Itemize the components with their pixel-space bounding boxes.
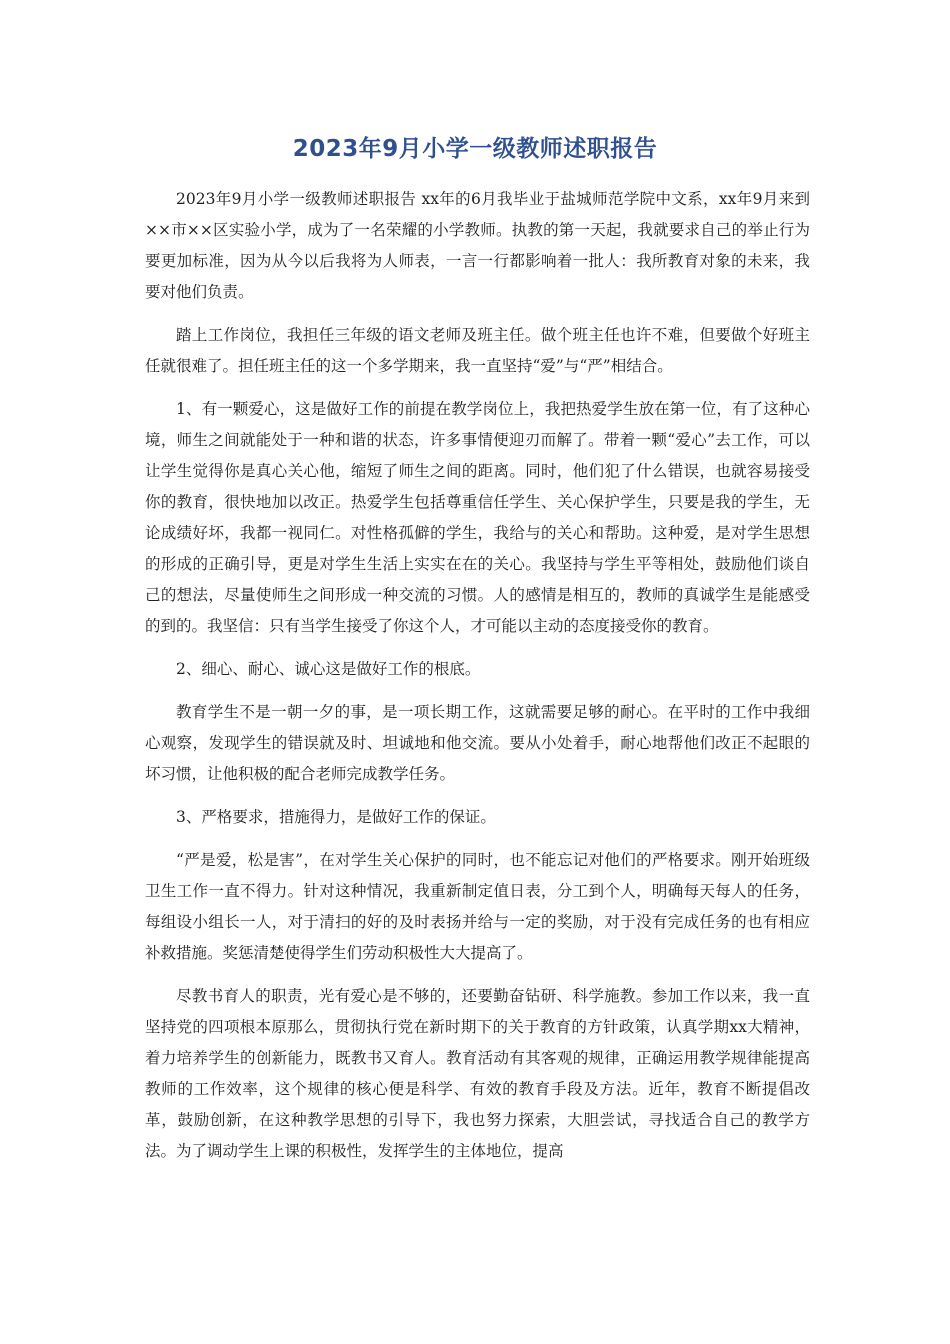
document-body	[145, 184, 810, 1179]
paragraph-point-1: 1、有一颗爱心，这是做好工作的前提在教学岗位上，我把热爱学生放在第一位，有了这种心境，师生之间就能处于一种和谐的状态，许多事情便迎刃而解了。带着一颗“爱心”去工作，可以让学生觉得你是真心关心他，缩短了师生之间的距离。同时，他们犯了什么错误，也就容易接受你的教育，很快地加以改正。热爱学生包括尊重信任学生、关心保护学生，只要是我的学生，无论成绩好坏，我都一视同仁。对性格孤僻的学生，我给与的关心和帮助。这种爱，是对学生思想的形成的正确引导，更是对学生生活上实实在在的关心。我坚持与学生平等相处，鼓励他们谈自己的想法，尽量使师生之间形成一种交流的习惯。人的感情是相互的，教师的真诚学生是能感受的到的。我坚信：只有当学生接受了你这个人，才可能以主动的态度接受你的教育。	[145, 400, 810, 635]
paragraph-intro: 2023年9月小学一级教师述职报告 xx年的6月我毕业于盐城师范学院中文系，xx年9月来到××市××区实验小学，成为了一名荣耀的小学教师。执教的第一天起，我就要求自己的举止行为要更加标准，因为从今以后我将为人师表，一言一行都影响着一批人：我所教育对象的未来，我要对他们负责。	[145, 190, 810, 301]
paragraph-point-2: 2、细心、耐心、诚心这是做好工作的根底。	[176, 660, 481, 678]
paragraph-patience: 教育学生不是一朝一夕的事，是一项长期工作，这就需要足够的耐心。在平时的工作中我细心观察，发现学生的错误就及时、坦诚地和他交流。要从小处着手，耐心地帮他们改正不起眼的坏习惯，让他积极的配合老师完成教学任务。	[145, 703, 810, 783]
paragraph-teaching: 尽教书育人的职责，光有爱心是不够的，还要勤奋钻研、科学施教。参加工作以来，我一直坚持党的四项根本原那么，贯彻执行党在新时期下的关于教育的方针政策，认真学期xx大精神，着力培养学生的创新能力，既教书又育人。教育活动有其客观的规律，正确运用教学规律能提高教师的工作效率，这个规律的核心便是科学、有效的教育手段及方法。近年，教育不断提倡改革，鼓励创新，在这种教学思想的引导下，我也努力探索，大胆尝试，寻找适合自己的教学方法。为了调动学生上课的积极性，发挥学生的主体地位，提高	[145, 987, 810, 1160]
paragraph-position: 踏上工作岗位，我担任三年级的语文老师及班主任。做个班主任也许不难，但要做个好班主任就很难了。担任班主任的这一个多学期来，我一直坚持“爱”与“严”相结合。	[145, 326, 810, 375]
paragraph-point-3: 3、严格要求，措施得力，是做好工作的保证。	[176, 808, 496, 826]
document-title: 2023年9月小学一级教师述职报告	[292, 136, 658, 162]
paragraph-strictness: “严是爱，松是害”，在对学生关心保护的同时，也不能忘记对他们的严格要求。刚开始班级卫生工作一直不得力。针对这种情况，我重新制定值日表，分工到个人，明确每天每人的任务，每组设小组长一人，对于清扫的好的及时表扬并给与一定的奖励，对于没有完成任务的也有相应补救措施。奖惩清楚使得学生们劳动积极性大大提高了。	[145, 851, 810, 962]
